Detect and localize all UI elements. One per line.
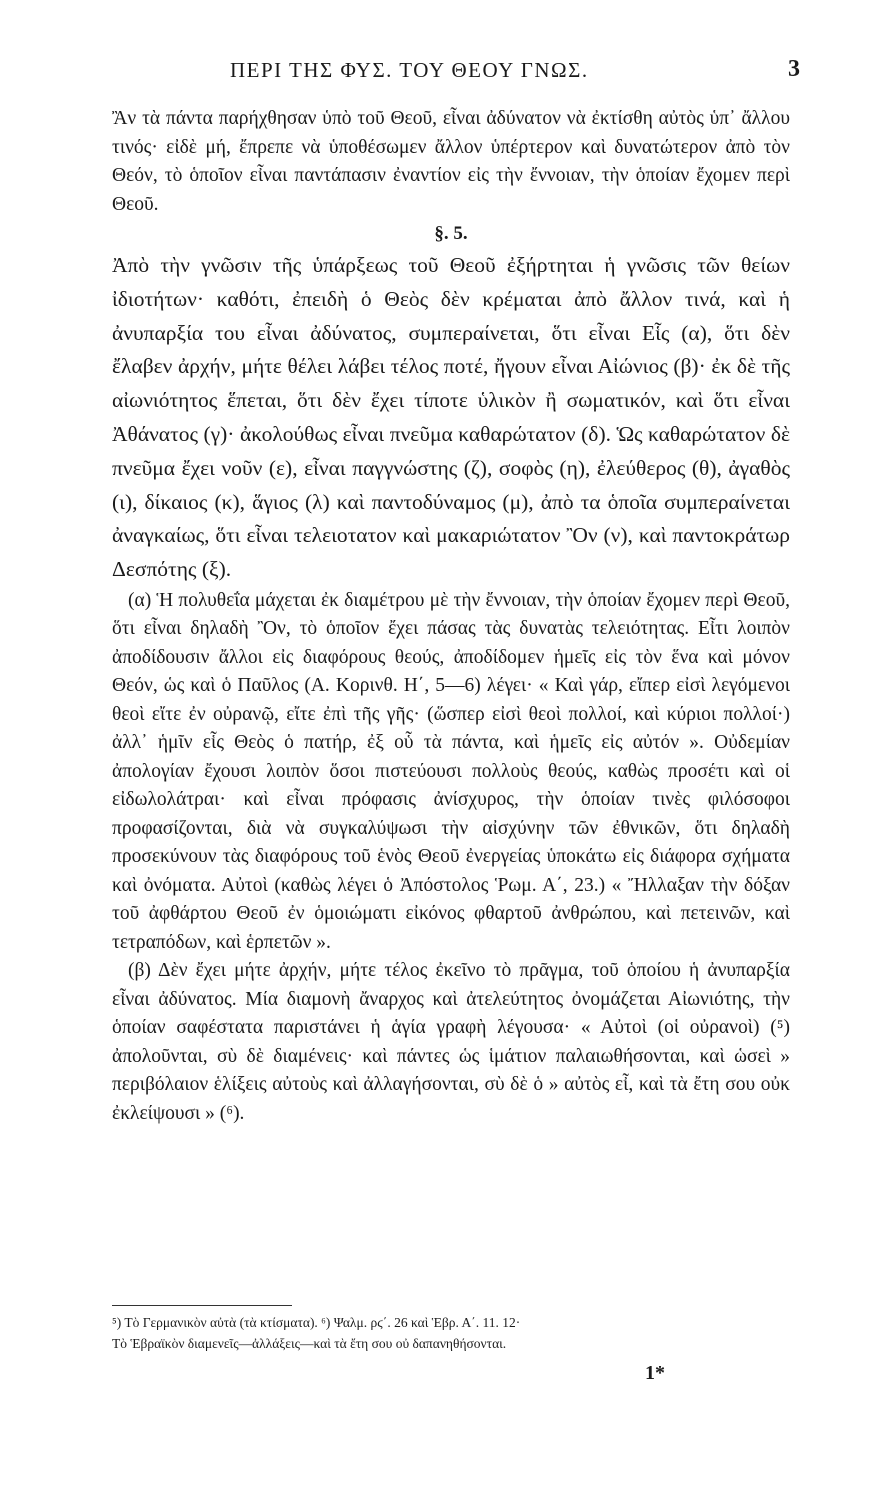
paragraph-1: Ἂν τὰ πάντα παρήχθησαν ὑπὸ τοῦ Θεοῦ, εἶναι ἀδύνατον νὰ ἐκτίσθη αὐτὸς ὑπ᾽ ἄλλου τινός· εἰδὲ μή, ἔπρεπε νὰ ὑποθέσωμεν ἄλλον ὑπέρτερον καὶ δυνατώτερον ἀπὸ τὸν Θεόν, τὸ ὁποῖον εἶναι παντάπασιν ἐναντίον εἰς τὴν ἔννοιαν, τὴν ὁποίαν ἔχομεν περὶ Θεοῦ. (112, 108, 790, 215)
paragraph-3-note-a: (α) Ἡ πολυθεΐα μάχεται ἐκ διαμέτρου μὲ τὴν ἔννοιαν, τὴν ὁποίαν ἔχομεν περὶ Θεοῦ, ὅτι εἶναι δηλαδὴ Ὂν, τὸ ὁποῖον ἔχει πάσας τὰς δυνατὰς τελειότητας. Εἶτι λοιπὸν ἀποδίδουσιν ἄλλοι εἰς διαφόρους θεούς, ἀποδίδομεν ἡμεῖς εἰς τὸν ἕνα καὶ μόνον Θεόν, ὡς καὶ ὁ Παῦλος (Α. Κορινθ. Η΄, 5—6) λέγει· « Καὶ γάρ, εἴπερ εἰσὶ λεγόμενοι θεοὶ εἴτε ἐν οὐρανῷ, εἴτε ἐπὶ τῆς γῆς· (ὥσπερ εἰσὶ θεοὶ πολλοί, καὶ κύριοι πολλοί·) ἀλλ᾽ ἡμῖν εἷς Θεὸς ὁ πατήρ, ἐξ οὗ τὰ πάντα, καὶ ἡμεῖς εἰς αὐτόν ». Οὐδεμίαν ἀπολογίαν ἔχουσι λοιπὸν ὅσοι πιστεύουσι πολλοὺς θεούς, καθὼς προσέτι καὶ οἱ εἰδωλολάτραι· καὶ εἶναι πρόφασις ἀνίσχυρος, τὴν ὁποίαν τινὲς φιλόσοφοι προφασίζονται, διὰ νὰ συγκαλύψωσι τὴν αἰσχύνην τῶν ἐθνικῶν, ὅτι δηλαδὴ προσεκύνουν τὰς διαφόρους τοῦ ἑνὸς Θεοῦ ἐνεργείας ὑποκάτω εἰς διάφορα σχήματα καὶ ὀνόματα. Αὐτοὶ (καθὼς λέγει ὁ Ἀπόστολος Ῥωμ. Α΄, 23.) « Ἤλλαξαν τὴν δόξαν τοῦ ἀφθάρτου Θεοῦ ἐν ὁμοιώματι εἰκόνος φθαρτοῦ ἀνθρώπου, καὶ πετεινῶν, καὶ τετραπόδων, καὶ ἑρπετῶν ». (112, 589, 790, 953)
page-number: 3 (788, 56, 800, 82)
paragraph-4-note-b: (β) Δὲν ἔχει μήτε ἀρχήν, μήτε τέλος ἐκεῖνο τὸ πρᾶγμα, τοῦ ὁποίου ἡ ἀνυπαρξία εἶναι ἀδύνατος. Μία διαμονὴ ἄναρχος καὶ ἀτελεύτητος ὀνομάζεται Αἰωνιότης, τὴν ὁποίαν σαφέστατα παριστάνει ἡ ἁγία γραφὴ λέγουσα· « Αὐτοὶ (οἱ οὐρανοὶ) (⁵) ἀπολοῦνται, σὺ δὲ διαμένεις· καὶ πάντες ὡς ἱμάτιον παλαιωθήσονται, καὶ ὡσεὶ » περιβόλαιον ἑλίξεις αὐτοὺς καὶ ἀλλαγήσονται, σὺ δὲ ὁ » αὐτὸς εἶ, καὶ τὰ ἔτη σου οὐκ ἐκλείψουσι » (⁶). (112, 960, 790, 1124)
footnote-rule (112, 1305, 292, 1306)
footnotes (112, 1305, 790, 1354)
main-text (112, 105, 790, 1128)
paragraph-2: Ἀπὸ τὴν γνῶσιν τῆς ὑπάρξεως τοῦ Θεοῦ ἐξήρτηται ἡ γνῶσις τῶν θείων ἰδιοτήτων· καθότι, ἐπειδὴ ὁ Θεὸς δὲν κρέμαται ἀπὸ ἄλλον τινά, καὶ ἡ ἀνυπαρξία του εἶναι ἀδύνατος, συμπεραίνεται, ὅτι εἶναι Εἷς (α), ὅτι δὲν ἔλαβεν ἀρχήν, μήτε θέλει λάβει τέλος ποτέ, ἤγουν εἶναι Αἰώνιος (β)· ἐκ δὲ τῆς αἰωνιότητος ἕπεται, ὅτι δὲν ἔχει τίποτε ὑλικὸν ἢ σωματικόν, καὶ ὅτι εἶναι Ἀθάνατος (γ)· ἀκολούθως εἶναι πνεῦμα καθαρώτατον (δ). Ὡς καθαρώτατον δὲ πνεῦμα ἔχει νοῦν (ε), εἶναι παγγνώστης (ζ), σοφὸς (η), ἐλεύθερος (θ), ἀγαθὸς (ι), δίκαιος (κ), ἅγιος (λ) καὶ παντοδύναμος (μ), ἀπὸ τα ὁποῖα συμπεραίνεται ἀναγκαίως, ὅτι εἶναι τελειοτατον καὶ μακαριώτατον Ὂν (ν), καὶ παντοκράτωρ Δεσπότης (ξ). (112, 253, 790, 582)
footnote-line-2: Τὸ Ἑβραϊκὸν διαμενεῖς—ἀλλάξεις—καὶ τὰ ἔτη σου οὐ δαπανηθήσονται. (112, 1336, 507, 1351)
section-mark: §. 5. (434, 223, 468, 244)
footnote-line-1: ⁵) Τὸ Γερμανικὸν αὐτὰ (τὰ κτίσματα). ⁶) Ψαλμ. ρϛ΄. 26 καὶ Ἑβρ. Α΄. 11. 12· (112, 1315, 521, 1330)
page-header (110, 58, 800, 98)
printer-signature: 1* (645, 1362, 665, 1384)
running-title: ΠΕΡΙ ΤΗΣ ΦΥΣ. ΤΟΥ ΘΕΟΥ ΓΝΩΣ. (230, 58, 589, 82)
